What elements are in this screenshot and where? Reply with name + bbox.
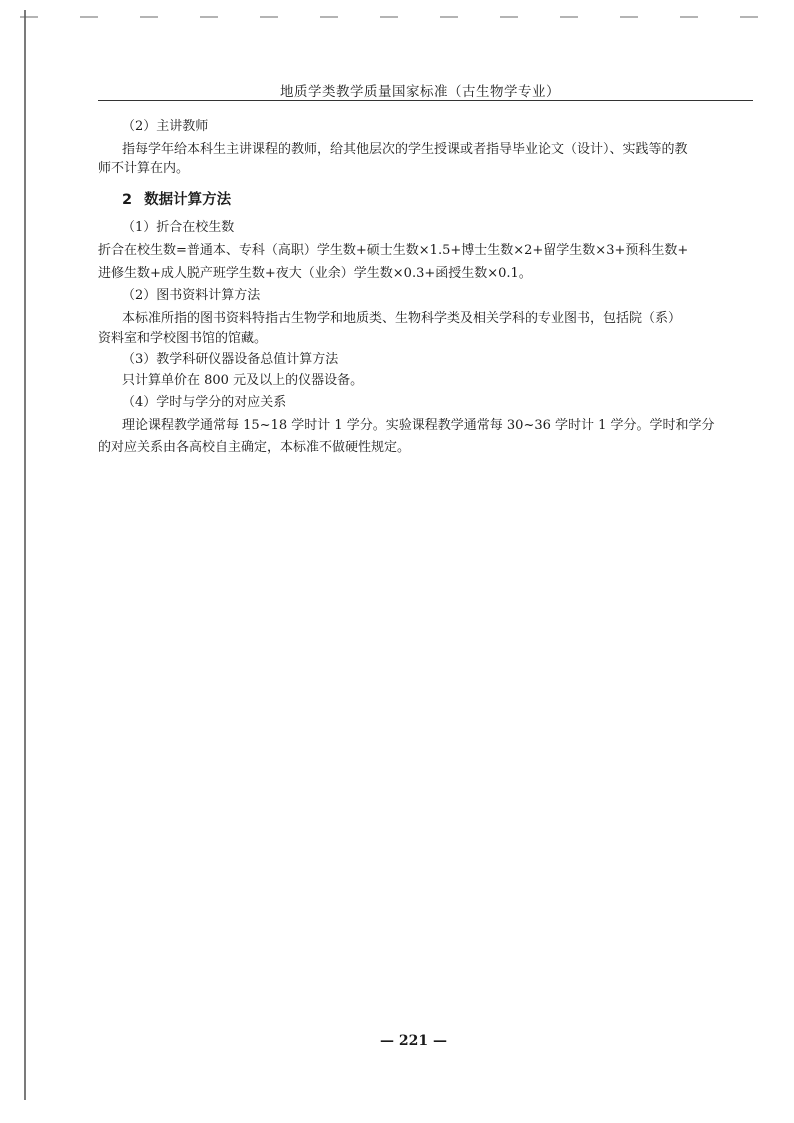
section-title-calc: [122, 188, 231, 209]
scan-artifact-left-edge: [24, 10, 26, 1100]
section-title-text: 数据计算方法: [144, 192, 232, 208]
paragraph-equivalent-students-line-2: 进修生数+成人脱产班学生数+夜大（业余）学生数×0.3+函授生数×0.1。: [98, 266, 532, 281]
subheading-equipment: （3）教学科研仪器设备总值计算方法: [122, 352, 339, 367]
subheading-main-teacher: （2）主讲教师: [122, 119, 209, 134]
paragraph-main-teacher-line-2: 师不计算在内。: [98, 161, 190, 176]
paragraph-library-line-1: 本标准所指的图书资料特指古生物学和地质类、生物科学类及相关学科的专业图书，包括院（系）: [122, 311, 682, 326]
header-rule: [98, 100, 753, 101]
paragraph-equivalent-students-line-1: 折合在校生数=普通本、专科（高职）学生数+硕士生数×1.5+博士生数×2+留学生数×3+预科生数+: [98, 243, 689, 258]
subheading-equivalent-students: （1）折合在校生数: [122, 220, 235, 235]
section-number: 2: [122, 192, 133, 208]
paragraph-equipment-line-1: 只计算单价在 800 元及以上的仪器设备。: [122, 373, 364, 388]
paragraph-credit-hours-line-2: 的对应关系由各高校自主确定，本标准不做硬性规定。: [98, 440, 411, 455]
paragraph-main-teacher-line-1: 指每学年给本科生主讲课程的教师，给其他层次的学生授课或者指导毕业论文（设计）、实践等的教: [122, 142, 688, 157]
paragraph-library-line-2: 资料室和学校图书馆的馆藏。: [98, 331, 268, 346]
page-number: — 221 —: [380, 1033, 447, 1049]
paragraph-credit-hours-line-1: 理论课程教学通常每 15~18 学时计 1 学分。实验课程教学通常每 30~36 学时计 1 学分。学时和学分: [122, 418, 715, 433]
subheading-credit-hours: （4）学时与学分的对应关系: [122, 395, 287, 410]
subheading-library: （2）图书资料计算方法: [122, 288, 261, 303]
scan-artifact-top: [20, 16, 780, 18]
running-header: 地质学类教学质量国家标准（古生物学专业）: [280, 84, 560, 100]
